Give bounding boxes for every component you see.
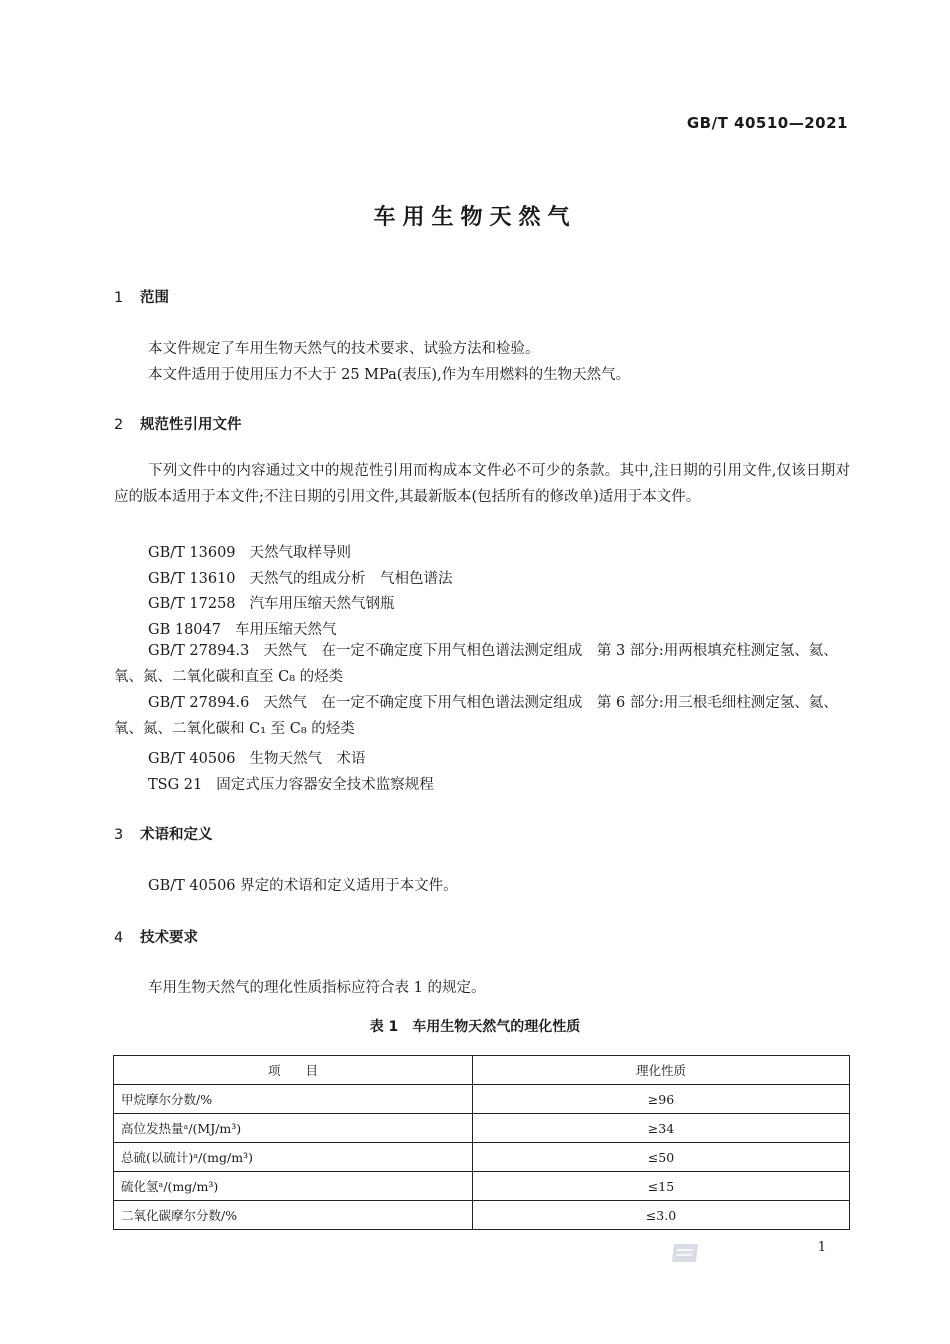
terms-paragraph: GB/T 40506 界定的术语和定义适用于本文件。	[148, 878, 458, 894]
row-item: 二氧化碳摩尔分数/%	[114, 1201, 473, 1230]
standard-code: GB/T 40510—2021	[686, 114, 848, 132]
reference-title: 天然气的组成分析 气相色谱法	[249, 571, 453, 587]
scope-paragraph-2: 本文件适用于使用压力不大于 25 MPa(表压),作为车用燃料的生物天然气。	[148, 367, 631, 383]
reference-item	[148, 541, 351, 562]
reference-title: 车用压缩天然气	[234, 622, 337, 638]
reference-code: GB 18047	[148, 622, 221, 638]
section-heading-scope	[114, 286, 169, 307]
row-value: ≥34	[473, 1114, 850, 1143]
reference-code: GB/T 27894.3	[148, 643, 250, 659]
reference-code: TSG 21	[148, 777, 203, 793]
row-item: 甲烷摩尔分数/%	[114, 1085, 473, 1114]
row-item: 总硫(以硫计)ᵃ/(mg/m³)	[114, 1143, 473, 1172]
row-value: ≤50	[473, 1143, 850, 1172]
section-number: 3	[114, 827, 124, 843]
reference-item	[148, 592, 395, 613]
section-heading-terms	[114, 823, 213, 844]
row-item: 硫化氢ᵃ/(mg/m³)	[114, 1172, 473, 1201]
section-heading-normative	[114, 413, 242, 434]
reference-code: GB/T 13610	[148, 571, 236, 587]
table-row	[114, 1143, 850, 1172]
section-title: 技术要求	[140, 930, 198, 946]
reference-code: GB/T 27894.6	[148, 695, 250, 711]
section-title: 术语和定义	[140, 827, 213, 843]
row-value: ≥96	[473, 1085, 850, 1114]
table-caption: 表 1 车用生物天然气的理化性质	[369, 1019, 581, 1035]
reference-title: 天然气 在一定不确定度下用气相色谱法测定组成 第 3 部分:用两根填充柱测定氢、氦、氧、氮、二氧化碳和直至 C₈ 的烃类	[114, 643, 838, 685]
table-header-row	[114, 1056, 850, 1085]
section-heading-requirements	[114, 926, 198, 947]
reference-item	[114, 638, 850, 690]
watermark-stamp-icon	[670, 1242, 700, 1264]
section-number: 1	[114, 290, 124, 306]
reference-title: 汽车用压缩天然气钢瓶	[249, 596, 395, 612]
reference-title: 天然气取样导则	[249, 545, 352, 561]
section-number: 2	[114, 417, 124, 433]
normative-intro: 下列文件中的内容通过文中的规范性引用而构成本文件必不可少的条款。其中,注日期的引用文件,仅该日期对应的版本适用于本文件;不注日期的引用文件,其最新版本(包括所有的修改单)适用于本文件。	[114, 463, 850, 505]
reference-code: GB/T 13609	[148, 545, 236, 561]
column-header-item: 项 目	[114, 1056, 473, 1085]
reference-item	[148, 618, 336, 639]
reference-item	[148, 567, 453, 588]
table-row	[114, 1201, 850, 1230]
reference-code: GB/T 17258	[148, 596, 236, 612]
column-header-property: 理化性质	[473, 1056, 850, 1085]
table-row	[114, 1172, 850, 1201]
row-value: ≤3.0	[473, 1201, 850, 1230]
reference-code: GB/T 40506	[148, 751, 236, 767]
reference-item	[114, 690, 850, 742]
properties-table	[113, 1055, 850, 1230]
page-title: 车用生物天然气	[373, 205, 577, 230]
reference-item	[148, 747, 366, 768]
reference-title: 生物天然气 术语	[249, 751, 366, 767]
scope-paragraph-1: 本文件规定了车用生物天然气的技术要求、试验方法和检验。	[148, 341, 540, 357]
table-row	[114, 1114, 850, 1143]
reference-title: 天然气 在一定不确定度下用气相色谱法测定组成 第 6 部分:用三根毛细柱测定氢、氦、氧、氮、二氧化碳和 C₁ 至 C₈ 的烃类	[114, 695, 838, 737]
row-item: 高位发热量ᵃ/(MJ/m³)	[114, 1114, 473, 1143]
requirements-paragraph: 车用生物天然气的理化性质指标应符合表 1 的规定。	[148, 980, 486, 996]
page-number: 1	[817, 1240, 826, 1255]
reference-item	[148, 773, 434, 794]
table-row	[114, 1085, 850, 1114]
section-number: 4	[114, 930, 124, 946]
row-value: ≤15	[473, 1172, 850, 1201]
section-title: 规范性引用文件	[140, 417, 242, 433]
section-title: 范围	[140, 290, 169, 306]
reference-title: 固定式压力容器安全技术监察规程	[216, 777, 434, 793]
